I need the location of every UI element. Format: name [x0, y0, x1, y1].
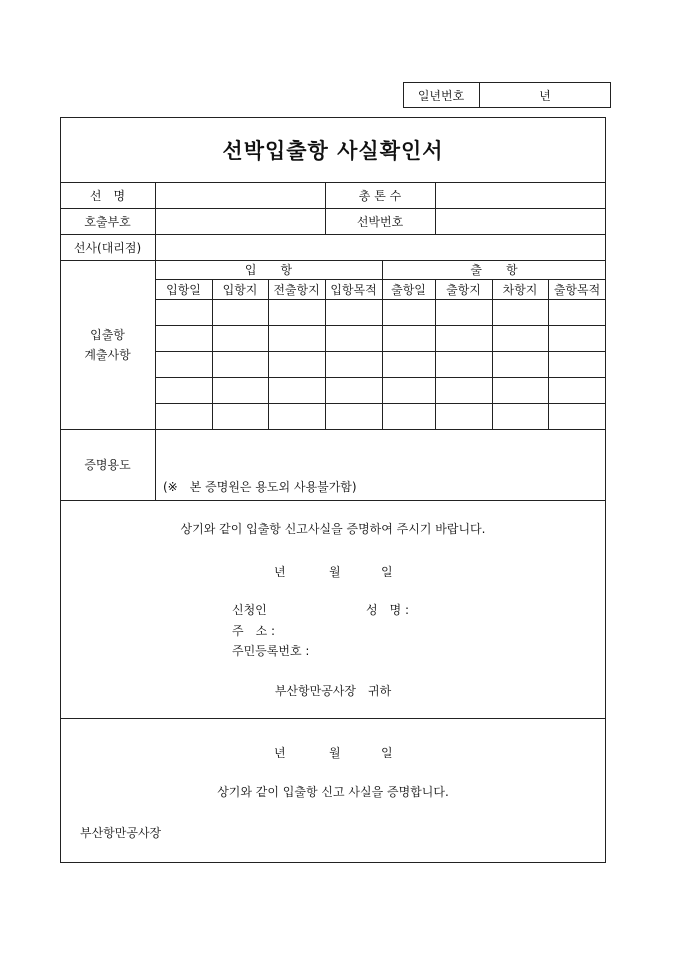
- table-cell[interactable]: [269, 300, 324, 324]
- table-cell[interactable]: [326, 326, 381, 350]
- voyage-section-label: [60, 260, 155, 429]
- ship-name-label: 선 명: [89, 188, 126, 203]
- request-text: 상기와 같이 입출항 신고사실을 증명하여 주시기 바랍니다.: [180, 521, 486, 536]
- column-header: 입항목적: [330, 282, 377, 297]
- call-sign-label: 호출부호: [84, 214, 131, 229]
- table-cell[interactable]: [383, 300, 434, 324]
- table-cell[interactable]: [549, 378, 605, 402]
- owner-label: 선사(대리점): [73, 240, 142, 255]
- column-header: 차항지: [502, 282, 538, 297]
- purpose-field[interactable]: [156, 430, 605, 474]
- table-cell[interactable]: [436, 404, 491, 428]
- owner-field[interactable]: [156, 235, 605, 259]
- table-cell[interactable]: [383, 326, 434, 350]
- applicant-label: 신청인: [232, 603, 267, 617]
- table-cell[interactable]: [269, 404, 324, 428]
- ship-number-label: 선박번호: [356, 214, 404, 229]
- purpose-note: (※ 본 증명원은 용도외 사용불가함): [163, 480, 357, 494]
- table-cell[interactable]: [213, 352, 267, 376]
- serial-number-label: 일년번호: [417, 88, 465, 103]
- table-cell[interactable]: [493, 404, 547, 428]
- table-cell[interactable]: [156, 326, 211, 350]
- table-cell[interactable]: [326, 404, 381, 428]
- column-header: 입항일: [166, 282, 201, 297]
- table-cell[interactable]: [269, 326, 324, 350]
- table-cell[interactable]: [493, 352, 547, 376]
- ship-number-field[interactable]: [436, 209, 605, 233]
- table-cell[interactable]: [436, 326, 491, 350]
- voyage-label-line2: 계출사항: [84, 347, 131, 362]
- table-cell[interactable]: [213, 378, 267, 402]
- applicant-address-label: 주 소 :: [232, 624, 276, 638]
- certification-text: 상기와 같이 입출항 신고 사실을 증명합니다.: [217, 784, 449, 799]
- departure-header: 출 항: [470, 263, 518, 277]
- form-title: 선박입출항 사실확인서: [222, 138, 444, 163]
- column-header: 입항지: [222, 282, 258, 297]
- table-cell[interactable]: [436, 378, 491, 402]
- certification-date-day: 일: [381, 746, 393, 760]
- table-cell[interactable]: [326, 300, 381, 324]
- voyage-label-line1: 입출항: [90, 327, 125, 342]
- table-cell[interactable]: [213, 326, 267, 350]
- table-cell[interactable]: [493, 300, 547, 324]
- table-cell[interactable]: [549, 352, 605, 376]
- table-cell[interactable]: [383, 378, 434, 402]
- certification-date-year: 년: [274, 746, 286, 760]
- column-header: 출항일: [391, 282, 426, 297]
- divider: [60, 500, 606, 501]
- gross-tonnage-label: 총 톤 수: [358, 188, 402, 203]
- applicant-name-label: 성 명 :: [366, 603, 410, 617]
- table-cell[interactable]: [436, 352, 491, 376]
- column-header: 전출항지: [273, 282, 320, 297]
- table-cell[interactable]: [269, 352, 324, 376]
- table-cell[interactable]: [156, 300, 211, 324]
- table-cell[interactable]: [549, 300, 605, 324]
- table-cell[interactable]: [156, 404, 211, 428]
- table-cell[interactable]: [493, 326, 547, 350]
- table-cell[interactable]: [549, 404, 605, 428]
- table-cell[interactable]: [326, 378, 381, 402]
- divider: [60, 718, 606, 719]
- purpose-label: 증명용도: [84, 458, 131, 472]
- column-header: 출항지: [446, 282, 481, 297]
- application-date-year: 년: [274, 565, 286, 579]
- table-cell[interactable]: [326, 352, 381, 376]
- recipient: 부산항만공사장 귀하: [274, 683, 392, 698]
- table-cell[interactable]: [156, 378, 211, 402]
- application-date-day: 일: [381, 565, 393, 579]
- table-cell[interactable]: [213, 404, 267, 428]
- entry-header: 입 항: [244, 263, 293, 277]
- column-header: 출항목적: [553, 282, 601, 297]
- table-cell[interactable]: [549, 326, 605, 350]
- gross-tonnage-field[interactable]: [436, 183, 605, 207]
- certification-date-month: 월: [329, 746, 341, 760]
- application-date-month: 월: [329, 565, 341, 579]
- table-cell[interactable]: [213, 300, 267, 324]
- table-cell[interactable]: [269, 378, 324, 402]
- table-cell[interactable]: [436, 300, 491, 324]
- table-cell[interactable]: [383, 352, 434, 376]
- table-cell[interactable]: [156, 352, 211, 376]
- applicant-resident-number-label: 주민등록번호 :: [232, 644, 310, 658]
- issuer: 부산항만공사장: [80, 826, 162, 840]
- serial-number-field[interactable]: 년: [539, 88, 551, 103]
- table-cell[interactable]: [493, 378, 547, 402]
- ship-name-field[interactable]: [156, 183, 324, 207]
- table-cell[interactable]: [383, 404, 434, 428]
- call-sign-field[interactable]: [156, 209, 324, 233]
